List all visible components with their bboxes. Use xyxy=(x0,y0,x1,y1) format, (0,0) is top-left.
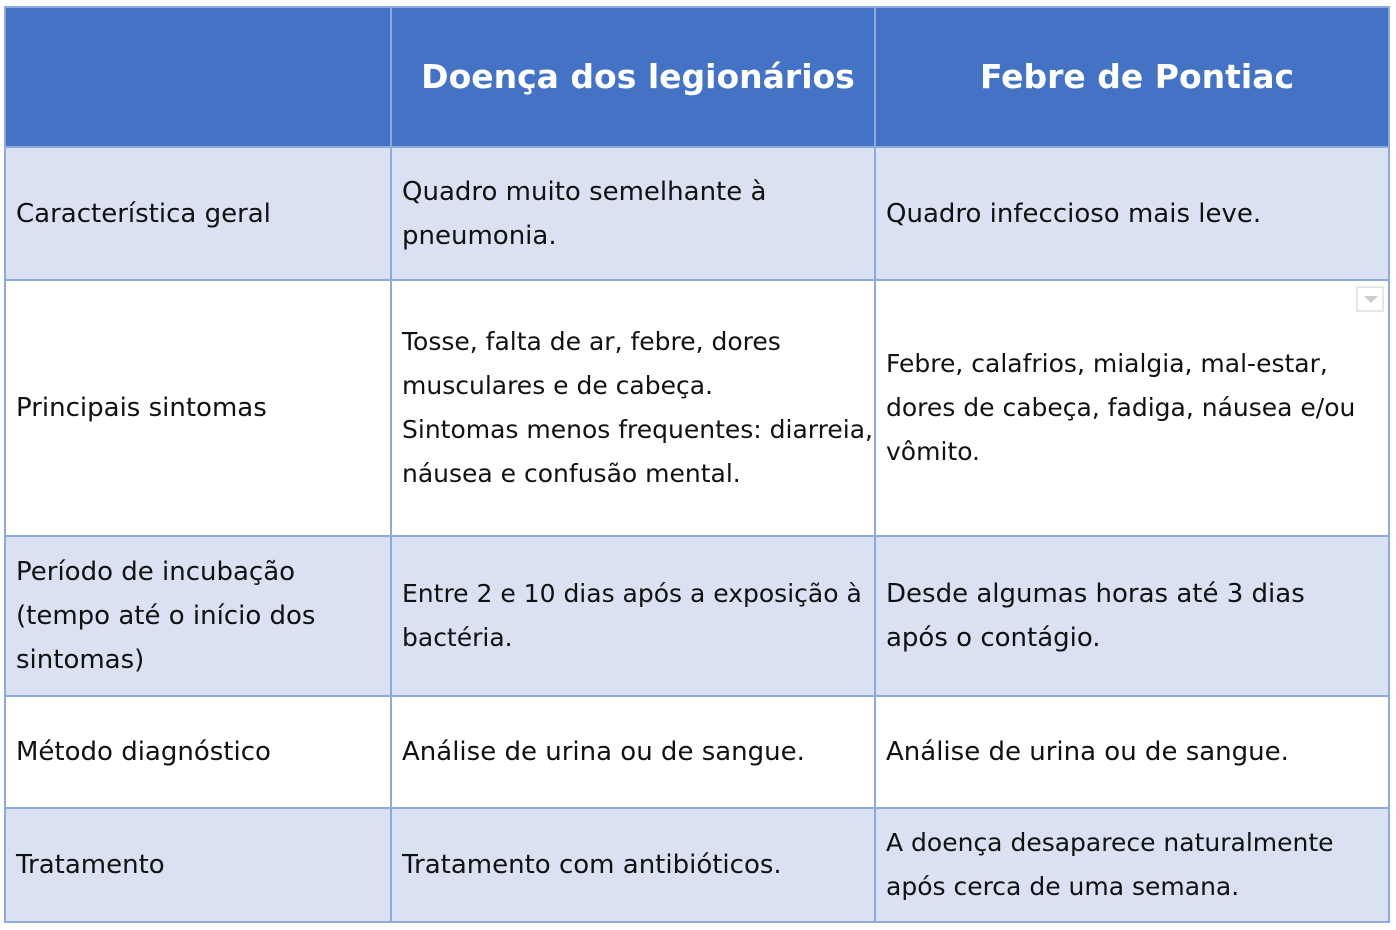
cell-pontiac: Análise de urina ou de sangue. xyxy=(875,696,1389,808)
row-label: Principais sintomas xyxy=(5,280,391,536)
cell-legionnaires xyxy=(391,280,875,536)
cell-legionnaires: Entre 2 e 10 dias após a exposição à bactéria. xyxy=(391,536,875,696)
cell-text-secondary: Sintomas menos frequentes: diarreia, náusea e confusão mental. xyxy=(402,415,873,488)
row-label: Tratamento xyxy=(5,808,391,922)
table-row xyxy=(5,280,1389,536)
cell-legionnaires: Tratamento com antibióticos. xyxy=(391,808,875,922)
table-row xyxy=(5,808,1389,922)
header-empty xyxy=(5,7,391,147)
cell-legionnaires: Quadro muito semelhante à pneumonia. xyxy=(391,147,875,280)
row-label: Característica geral xyxy=(5,147,391,280)
cell-text: Tosse, falta de ar, febre, dores musculares e de cabeça. xyxy=(402,327,781,400)
table-row xyxy=(5,696,1389,808)
cell-pontiac: Desde algumas horas até 3 dias após o contágio. xyxy=(875,536,1389,696)
table-row xyxy=(5,147,1389,280)
dropdown-arrow-icon[interactable] xyxy=(1356,286,1384,312)
header-legionnaires: Doença dos legionários xyxy=(391,7,875,147)
cell-legionnaires: Análise de urina ou de sangue. xyxy=(391,696,875,808)
cell-pontiac: A doença desaparece naturalmente após cerca de uma semana. xyxy=(875,808,1389,922)
row-label: Período de incubação (tempo até o início dos sintomas) xyxy=(5,536,391,696)
header-row xyxy=(5,7,1389,147)
header-pontiac: Febre de Pontiac xyxy=(875,7,1389,147)
row-label: Método diagnóstico xyxy=(5,696,391,808)
cell-pontiac: Febre, calafrios, mialgia, mal-estar, dores de cabeça, fadiga, náusea e/ou vômito. xyxy=(875,280,1389,536)
table-row xyxy=(5,536,1389,696)
cell-pontiac: Quadro infeccioso mais leve. xyxy=(875,147,1389,280)
comparison-table xyxy=(4,6,1390,923)
